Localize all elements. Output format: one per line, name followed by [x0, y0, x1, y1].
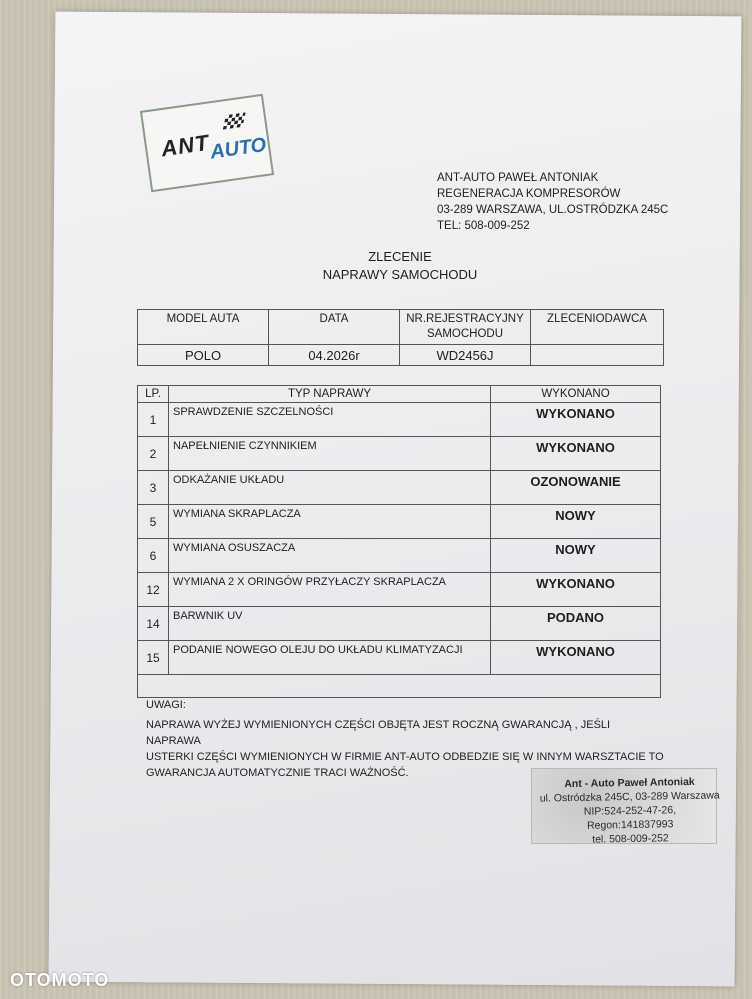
header-model: MODEL AUTA: [138, 310, 269, 345]
stamp-line-3: NIP:524-252-47-26, Regon:141837993: [583, 804, 677, 832]
header-type: TYP NAPRAWY: [169, 386, 491, 403]
table-row: [138, 641, 661, 675]
document-title: [290, 248, 510, 284]
row-type: WYMIANA OSUSZACZA: [169, 539, 491, 573]
repair-table: [137, 385, 661, 698]
stamp-line-4: tel. 508-009-252: [592, 832, 669, 846]
row-status: NOWY: [491, 505, 661, 539]
row-lp: 15: [138, 641, 169, 675]
row-type: BARWNIK UV: [169, 607, 491, 641]
table-row: [138, 607, 661, 641]
title-line-2: NAPRAWY SAMOCHODU: [322, 267, 478, 282]
header-lp: LP.: [138, 386, 169, 403]
header-client: ZLECENIODAWCA: [531, 310, 664, 345]
value-registration: WD2456J: [400, 345, 531, 366]
company-phone: TEL: 508-009-252: [437, 220, 530, 232]
repair-table-header-row: [138, 386, 661, 403]
table-row: [138, 437, 661, 471]
row-lp: 12: [138, 573, 169, 607]
stamp-line-1: Ant - Auto Paweł Antoniak: [564, 775, 695, 791]
car-table-value-row: [138, 345, 664, 366]
car-table-header-row: [138, 310, 664, 345]
table-row: [138, 573, 661, 607]
company-name: ANT-AUTO PAWEŁ ANTONIAK: [437, 172, 599, 184]
logo-text-ant: ANT: [159, 129, 211, 162]
value-date: 04.2026r: [269, 345, 400, 366]
row-lp: 3: [138, 471, 169, 505]
row-status: WYKONANO: [491, 437, 661, 471]
row-status: WYKONANO: [491, 641, 661, 675]
stamp-line-2: ul. Ostródzka 245C, 03-289 Warszawa: [539, 789, 720, 805]
notes-line-1: NAPRAWA WYŻEJ WYMIENIONYCH CZĘŚCI OBJĘTA JEST ROCZNĄ GWARANCJĄ , JEŚLI NAPRAWA: [146, 719, 611, 747]
table-row-empty: [138, 675, 661, 698]
row-status: WYKONANO: [491, 573, 661, 607]
empty-cell: [138, 675, 661, 698]
table-row: [138, 539, 661, 573]
row-lp: 6: [138, 539, 169, 573]
otomoto-watermark: OTOMOTO: [10, 970, 110, 990]
table-row: [138, 505, 661, 539]
row-status: WYKONANO: [491, 403, 661, 437]
checkered-flag-icon: [223, 112, 246, 129]
company-header: [437, 170, 668, 234]
row-type: WYMIANA 2 X ORINGÓW PRZYŁACZY SKRAPLACZA: [169, 573, 491, 607]
row-status: PODANO: [491, 607, 661, 641]
notes-heading: UWAGI:: [146, 699, 186, 711]
row-lp: 2: [138, 437, 169, 471]
row-type: NAPEŁNIENIE CZYNNIKIEM: [169, 437, 491, 471]
table-row: [138, 471, 661, 505]
notes-line-2: USTERKI CZĘŚCI WYMIENIONYCH W FIRMIE ANT-AUTO ODBEDZIE SIĘ W INNYM WARSZTACIE TO: [146, 751, 664, 763]
value-model: POLO: [138, 345, 269, 366]
row-lp: 5: [138, 505, 169, 539]
title-line-1: ZLECENIE: [368, 249, 432, 264]
row-status: OZONOWANIE: [491, 471, 661, 505]
company-address: 03-289 WARSZAWA, UL.OSTRÓDZKA 245C: [437, 204, 669, 216]
company-stamp-text: [539, 774, 720, 847]
notes-line-3: GWARANCJA AUTOMATYCZNIE TRACI WAŻNOŚĆ.: [146, 767, 409, 779]
car-info-table: [137, 309, 664, 366]
row-type: PODANIE NOWEGO OLEJU DO UKŁADU KLIMATYZACJI: [169, 641, 491, 675]
row-lp: 14: [138, 607, 169, 641]
row-type: WYMIANA SKRAPLACZA: [169, 505, 491, 539]
table-row: [138, 403, 661, 437]
value-client: [531, 345, 664, 366]
row-type: SPRAWDZENIE SZCZELNOŚCI: [169, 403, 491, 437]
row-type: ODKAŻANIE UKŁADU: [169, 471, 491, 505]
ant-auto-logo: [140, 94, 274, 192]
header-date: DATA: [269, 310, 400, 345]
row-status: NOWY: [491, 539, 661, 573]
logo-text-auto: AUTO: [208, 133, 268, 164]
header-registration: NR.REJESTRACYJNY SAMOCHODU: [400, 310, 531, 345]
row-lp: 1: [138, 403, 169, 437]
company-service: REGENERACJA KOMPRESORÓW: [437, 188, 621, 200]
header-status: WYKONANO: [491, 386, 661, 403]
